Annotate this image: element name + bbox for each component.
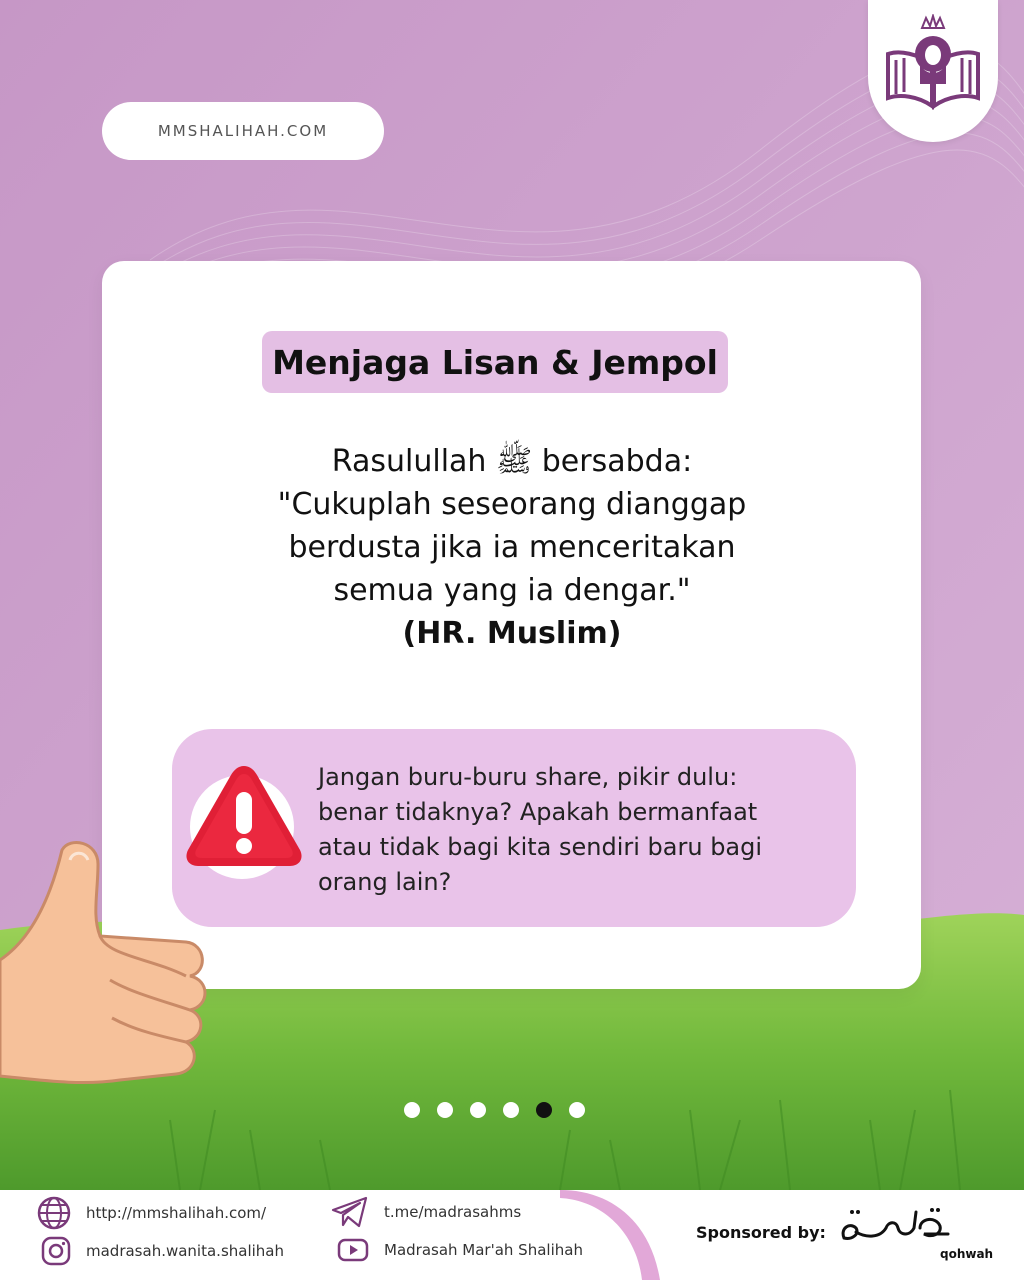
- thumbs-up-hand: [0, 840, 230, 1100]
- footer-youtube[interactable]: [336, 1235, 583, 1265]
- footer-telegram[interactable]: [330, 1195, 521, 1229]
- instagram-handle[interactable]: madrasah.wanita.shalihah: [86, 1242, 284, 1260]
- website-link[interactable]: http://mmshalihah.com/: [86, 1204, 267, 1222]
- telegram-icon: [330, 1195, 370, 1229]
- youtube-channel[interactable]: Madrasah Mar'ah Shalihah: [384, 1241, 583, 1259]
- page-title: Menjaga Lisan & Jempol: [272, 342, 718, 382]
- globe-icon: [36, 1195, 72, 1231]
- pagination-dot[interactable]: [437, 1102, 453, 1118]
- pagination-dot[interactable]: [404, 1102, 420, 1118]
- warning-line: orang lain?: [318, 868, 452, 896]
- warning-line: benar tidaknya? Apakah bermanfaat: [318, 798, 758, 826]
- site-pill: [102, 102, 384, 160]
- hadith-quote: [180, 440, 844, 655]
- quote-source: (HR. Muslim): [402, 616, 622, 651]
- sponsor-name: qohwah: [940, 1247, 994, 1261]
- footer-instagram[interactable]: [40, 1235, 284, 1267]
- warning-text: [318, 760, 828, 900]
- pagination-dots: [404, 1102, 585, 1118]
- quote-line: semua yang ia dengar.": [333, 573, 691, 608]
- youtube-icon: [336, 1235, 370, 1265]
- brand-logo: [868, 0, 998, 142]
- pagination-dot[interactable]: [569, 1102, 585, 1118]
- qohwah-logo-icon: [836, 1198, 956, 1258]
- pagination-dot-active[interactable]: [536, 1102, 552, 1118]
- quote-line: berdusta jika ia menceritakan: [288, 530, 736, 565]
- warning-line: atau tidak bagi kita sendiri baru bagi: [318, 833, 763, 861]
- pagination-dot[interactable]: [470, 1102, 486, 1118]
- telegram-link[interactable]: t.me/madrasahms: [384, 1203, 522, 1221]
- quote-line: "Cukuplah seseorang dianggap: [277, 487, 747, 522]
- sponsor-label: Sponsored by:: [696, 1223, 826, 1242]
- pagination-dot[interactable]: [503, 1102, 519, 1118]
- warning-line: Jangan buru-buru share, pikir dulu:: [318, 763, 738, 791]
- title-box: [262, 331, 728, 393]
- instagram-icon: [40, 1235, 72, 1267]
- footer-website[interactable]: [36, 1195, 266, 1231]
- quote-line: Rasulullah ﷺ bersabda:: [331, 444, 693, 479]
- site-label: MMSHALIHAH.COM: [157, 122, 329, 140]
- book-crown-logo-icon: [880, 14, 986, 114]
